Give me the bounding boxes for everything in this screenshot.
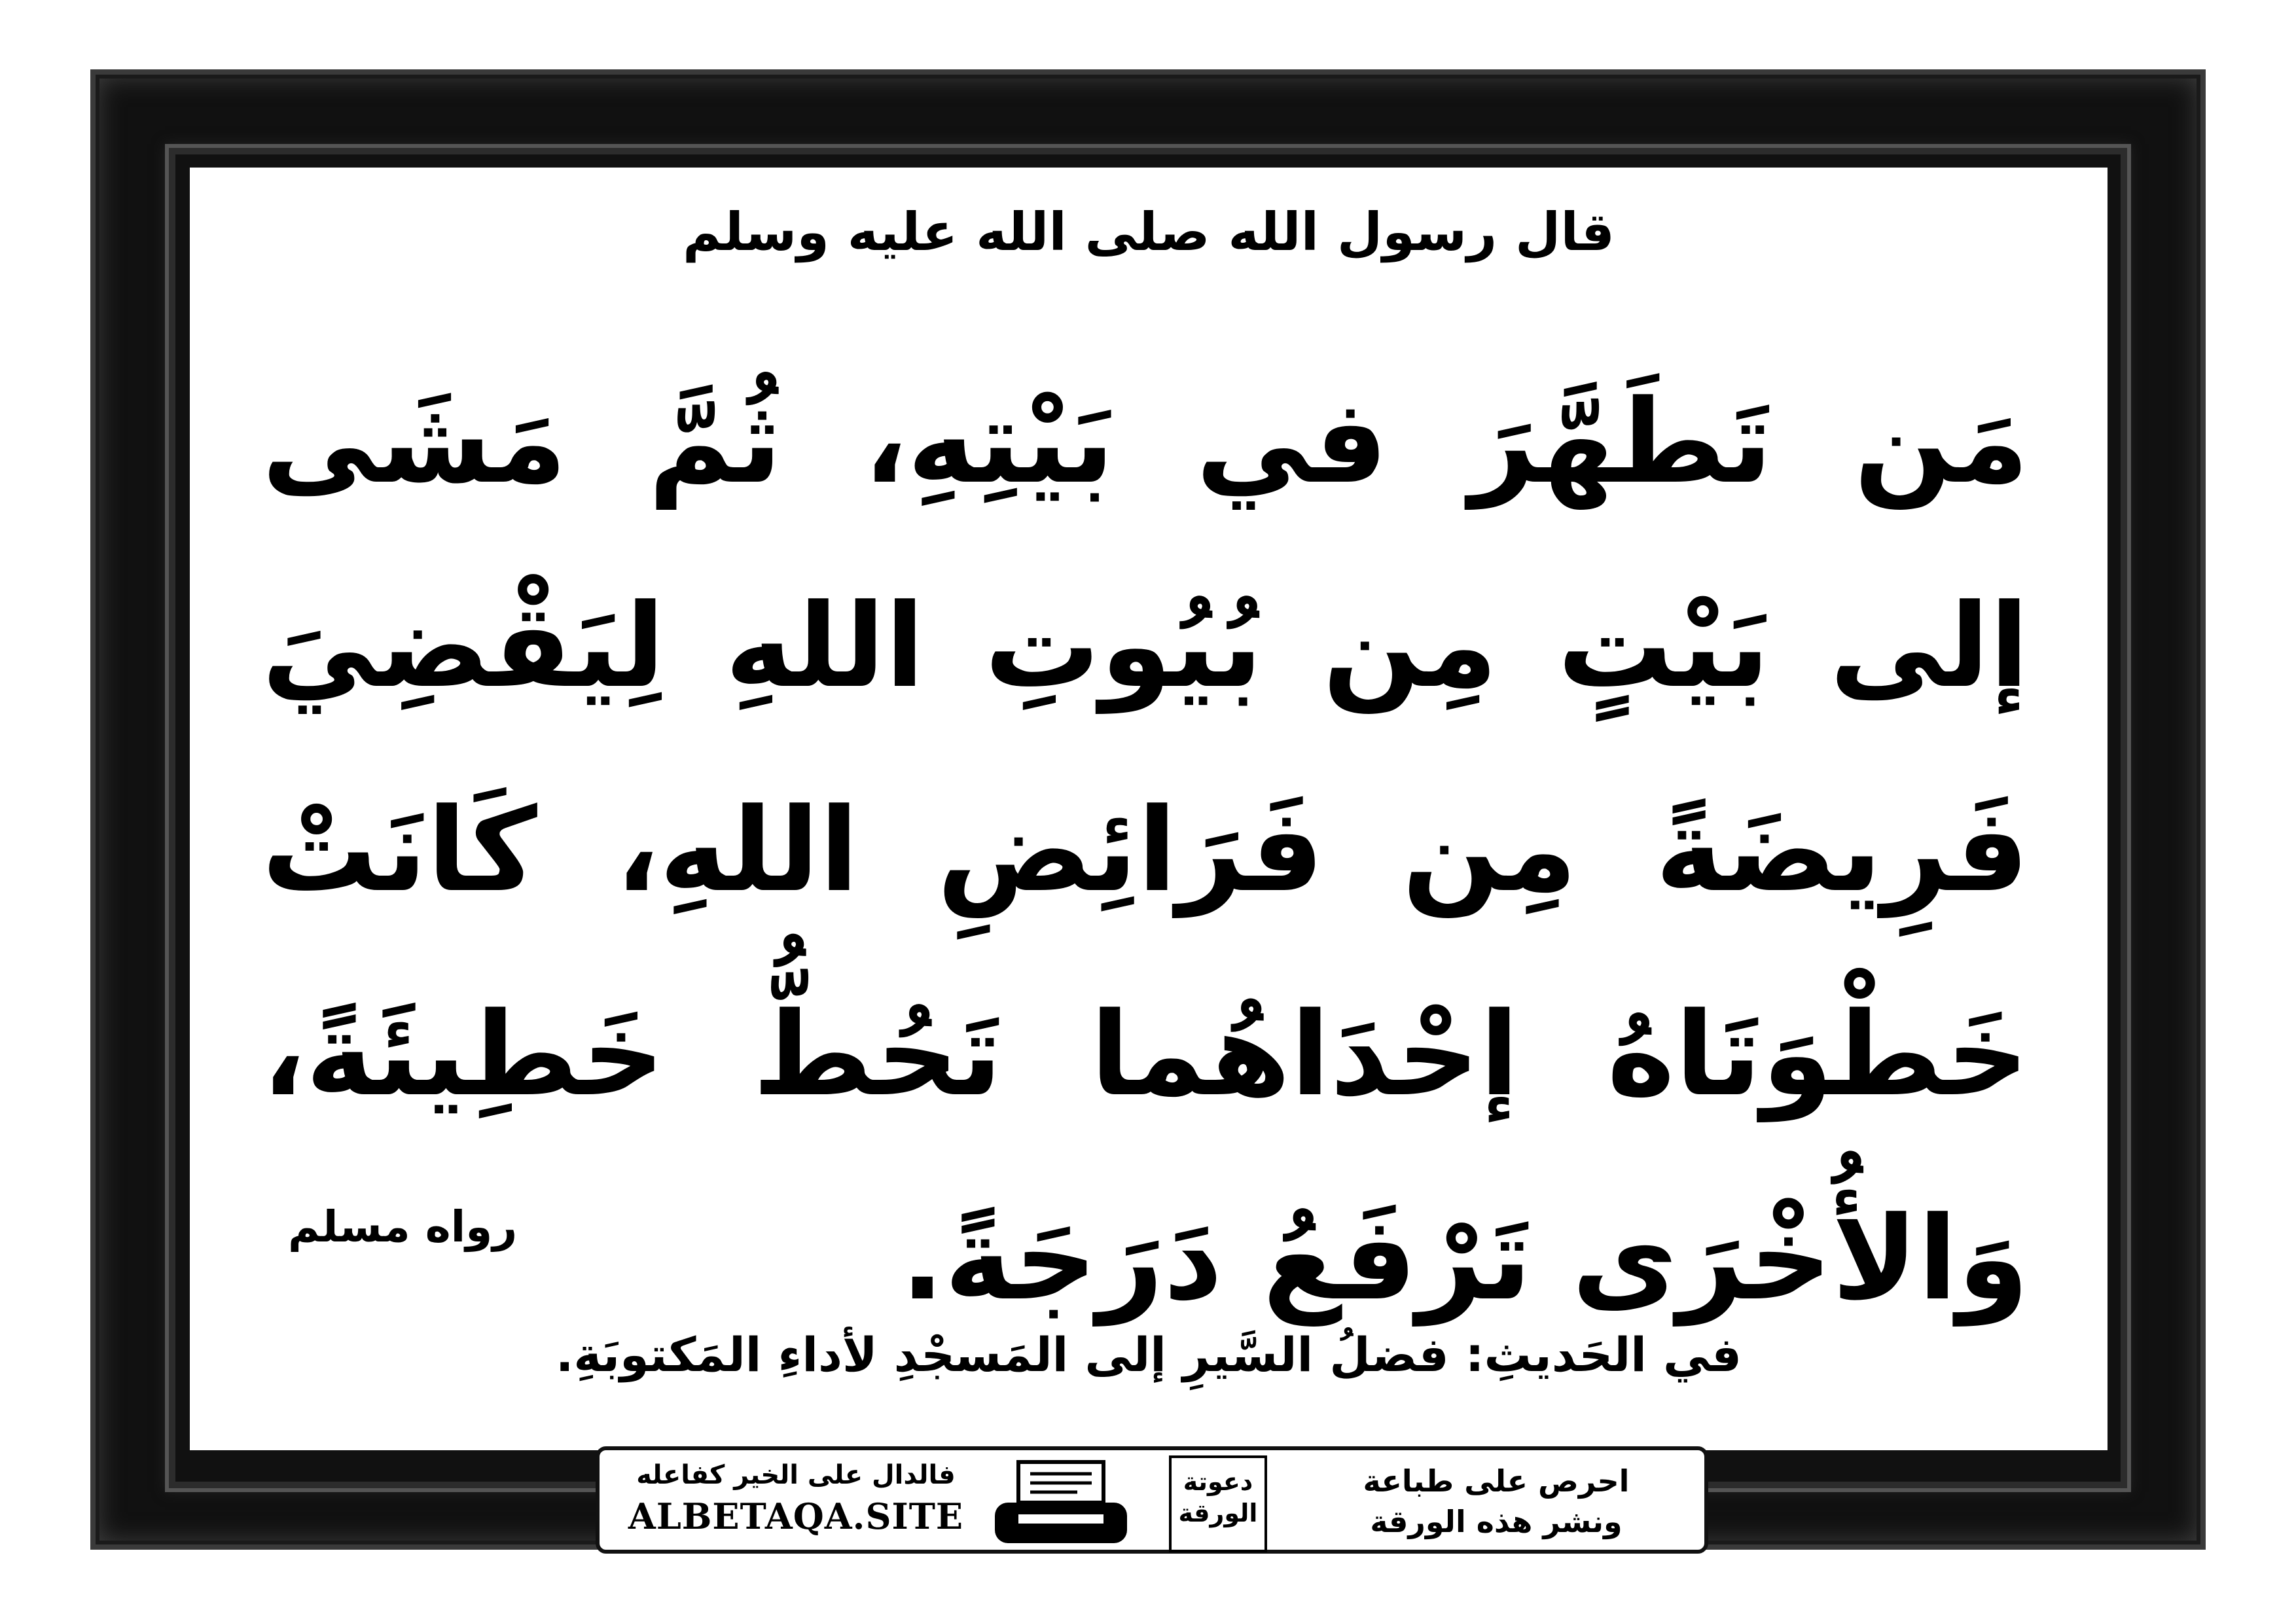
- hadith-text: مَن تَطَهَّرَ في بَيْتِهِ، ثُمَّ مَشَى إلى بَيْتٍ مِن بُيُوتِ اللهِ لِيَقْضِيَ فَرِيضَةً مِن فَرَائِضِ اللهِ، كَانَتْ خَطْوَتَاهُ إحْدَاهُما تَحُطُّ خَطِيئَةً، وَالأُخْرَى تَرْفَعُ دَرَجَةً.: [262, 375, 2029, 1326]
- footer-site-block: [613, 1457, 979, 1548]
- footer-banner: [596, 1446, 1708, 1554]
- print-note-line-2: ونشر هذه الورقة: [1370, 1504, 1623, 1539]
- logo-text: [1169, 1455, 1267, 1552]
- logo-line-1: دعوتة: [1183, 1467, 1253, 1496]
- logo-line-2: الورقة: [1178, 1499, 1258, 1527]
- print-note-line-1: احرص على طباعة: [1363, 1463, 1630, 1499]
- hadith-benefit: في الحَديثِ: فضلُ السَّيرِ إلى المَسجْدِ لأداءِ المَكتوبَةِ.: [556, 1327, 1742, 1382]
- narrator-source: رواه مسلم: [288, 1202, 518, 1252]
- footer-site-link[interactable]: ALBETAQA.SITE: [628, 1495, 964, 1537]
- dawah-logo: [1169, 1455, 1267, 1552]
- printer-icon: [992, 1459, 1130, 1548]
- header-attribution: قال رسول الله صلى الله عليه وسلم: [683, 202, 1615, 262]
- footer-tagline: فالدال على الخير كفاعله: [636, 1460, 956, 1490]
- footer-print-note: [1300, 1461, 1693, 1546]
